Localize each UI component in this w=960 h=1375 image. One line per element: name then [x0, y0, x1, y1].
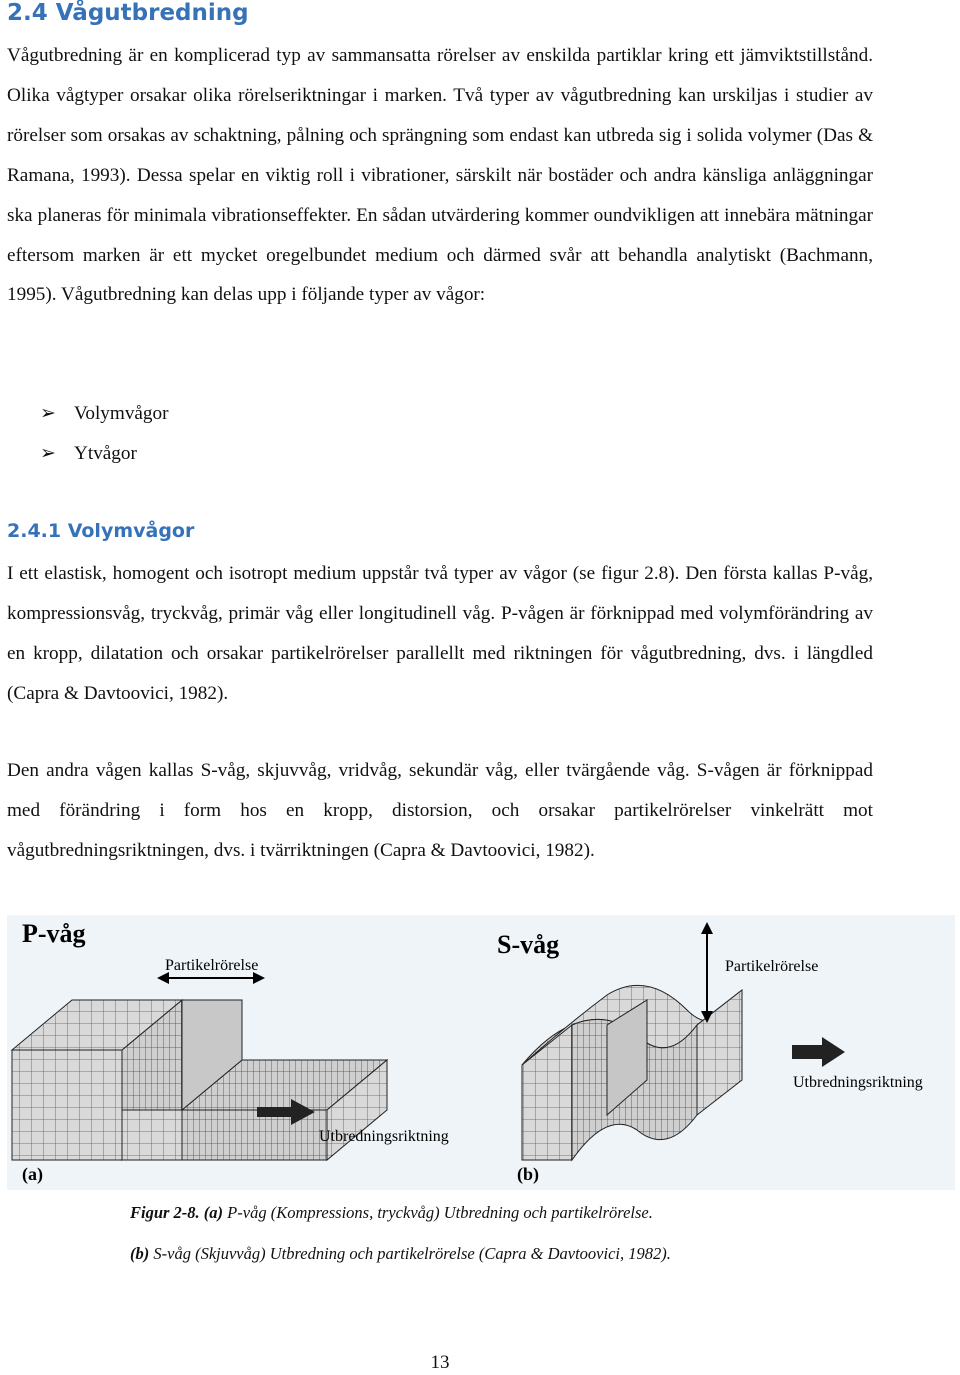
figure-label-a: (a)	[22, 1164, 43, 1184]
wave-figure	[7, 915, 955, 1190]
s-direction-label: Utbredningsriktning	[793, 1074, 923, 1091]
s-wave-title: S-våg	[497, 930, 560, 959]
arrow-bullet-icon: ➢	[40, 443, 57, 464]
arrow-bullet-icon: ➢	[40, 403, 57, 424]
caption-text: P-våg (Kompressions, tryckvåg) Utbredning och partikelrörelse.	[223, 1203, 653, 1222]
caption-text: S-våg (Skjuvvåg) Utbredning och partikelrörelse (Capra & Davtoovici, 1982).	[149, 1244, 671, 1263]
figure-label-b: (b)	[517, 1164, 539, 1184]
subsection-heading: 2.4.1 Volymvågor	[7, 520, 195, 542]
p-direction-label: Utbredningsriktning	[319, 1128, 449, 1145]
p-particle-label: Partikelrörelse	[165, 957, 259, 974]
p-wave-title: P-våg	[22, 919, 86, 948]
wave-illustration	[7, 915, 955, 1190]
s-particle-label: Partikelrörelse	[725, 958, 819, 975]
body-paragraph: Den andra vågen kallas S-våg, skjuvvåg, vridvåg, sekundär våg, eller tvärgående våg. S-vågen är förknippad med förändring i form hos en kropp, distorsion, och orsakar partikelrörelser vinkelrätt mot vågutbredningsriktningen, dvs. i tvärriktningen (Capra & Davtoovici, 1982).	[7, 760, 873, 861]
caption-prefix: Figur 2-8. (a)	[130, 1203, 224, 1222]
intro-paragraph: Vågutbredning är en komplicerad typ av sammansatta rörelser av enskilda partiklar kring ett jämviktstillstånd. Olika vågtyper orsakar olika rörelseriktningar i marken. Två typer av vågutbredning kan urskiljas i studier av rörelser som orsakas av schaktning, pålning och sprängning som endast kan utbreda sig i solida volymer (Das & Ramana, 1993). Dessa spelar en viktig roll i vibrationer, särskilt när bostäder och andra känsliga anläggningar ska planeras för minimala vibrationseffekter. En sådan utvärdering kommer oundvikligen att innebära mätningar eftersom marken är ett mycket oregelbundet medium och därmed svår att behandla analytiskt (Bachmann, 1995). Vågutbredning kan delas upp i följande typer av vågor:	[7, 45, 873, 306]
bullet-label: Ytvågor	[74, 443, 137, 464]
figure-caption	[130, 1244, 671, 1264]
page-number: 13	[430, 1352, 450, 1373]
bullet-label: Volymvågor	[74, 403, 169, 424]
s-direction-arrow	[792, 1037, 845, 1067]
section-heading: 2.4 Vågutbredning	[7, 0, 249, 26]
s-particle-arrow	[701, 922, 713, 1023]
caption-prefix: (b)	[130, 1244, 150, 1263]
body-paragraph: I ett elastisk, homogent och isotropt medium uppstår två typer av vågor (se figur 2.8). Den första kallas P-våg, kompressionsvåg, tryckvåg, primär våg eller longitudinell våg. P-vågen är förknippad med volymförändring av en kropp, dilatation och orsakar partikelrörelser parallellt med riktningen för vågutbredning, dvs. i längdled (Capra & Davtoovici, 1982).	[7, 563, 873, 704]
bullet-item	[40, 401, 169, 425]
figure-caption	[130, 1203, 653, 1223]
bullet-item	[40, 441, 137, 465]
